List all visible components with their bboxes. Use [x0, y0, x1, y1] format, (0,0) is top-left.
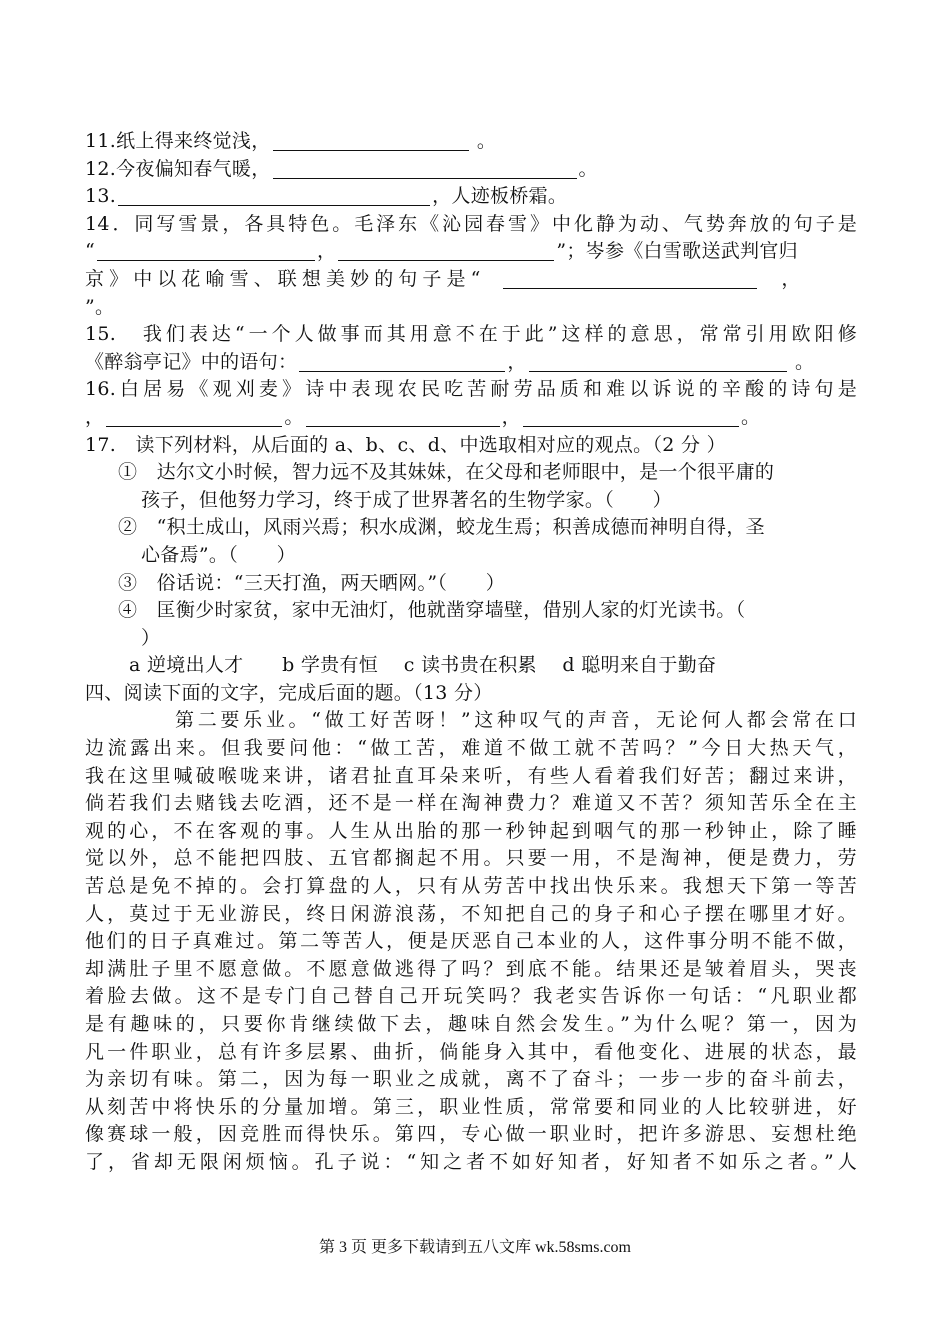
passage-line: 他们的日子真难过。第二等苦人，便是厌恶自己本业的人，这件事分明不能不做，: [85, 930, 857, 953]
question-14-line-2: [85, 238, 857, 266]
q17-item-1-line-2: 孩子，但他努力学习，终于成了世界著名的生物学家。（ ）: [141, 488, 672, 511]
passage-line: 觉以外，总不能把四肢、五官都搁起不用。只要一用，不是淘神，便是费力，劳: [85, 847, 857, 870]
question-15-line-1: 15. 我们表达“一个人做事而其用意不在于此”这样的意思，常常引用欧阳修: [85, 323, 857, 346]
q15-end: 。: [788, 350, 815, 373]
q14-blank-1[interactable]: [97, 240, 315, 261]
passage-line: 为亲切有味。第二，因为每一职业之成就，离不了奋斗；一步一步的奋斗前去，: [85, 1068, 857, 1091]
question-15-line-2: [85, 349, 857, 377]
passage-line: 从刻苦中将快乐的分量加增。第三，职业性质，常常要和同业的人比较骈进，好: [85, 1095, 857, 1118]
q11-suffix: 。: [470, 130, 497, 152]
q15-comma: ，: [507, 350, 527, 373]
q17-item-4-line-2: ）: [141, 626, 161, 649]
q15-line2-text: 《醉翁亭记》中的语句：: [85, 350, 298, 373]
passage-line: 却满肚子里不愿意做。不愿意做逃得了吗？到底不能。结果还是皱着眉头，哭丧: [85, 957, 857, 980]
question-17-stem: 17. 读下列材料，从后面的 a、b、c、d、中选取相对应的观点。（2 分 ）: [85, 433, 726, 456]
q14-line2-end: ”；岑参《白雪歌送武判官归: [556, 240, 798, 263]
q16-comma-1: ，: [85, 405, 105, 428]
q17-item-3: ③ 俗话说：“三天打渔，两天晒网。”（ ）: [118, 571, 506, 594]
q17-options: a 逆境出人才 b 学贵有恒 c 读书贵在积累 d 聪明来自于勤奋: [129, 654, 717, 677]
q17-item-4-line-1: ④ 匡衡少时家贫，家中无油灯，他就凿穿墙壁，借别人家的灯光读书。（: [118, 599, 746, 622]
q17-item-2-line-2: 心备焉”。（ ）: [141, 543, 296, 566]
q14-line3-text: 京》中以花喻雪、联想美妙的句子是“: [85, 267, 486, 290]
question-13: [85, 183, 857, 211]
question-14-line-3: [85, 266, 857, 294]
q14-blank-3[interactable]: [503, 268, 757, 289]
q16-blank-3[interactable]: [523, 406, 739, 427]
q14-open-quote: “: [85, 240, 96, 263]
q15-blank-2[interactable]: [529, 351, 787, 372]
q11-answer-blank[interactable]: [273, 130, 469, 151]
document-body: [85, 128, 857, 1177]
q12-suffix: 。: [578, 157, 598, 180]
q15-blank-1[interactable]: [299, 351, 505, 372]
question-16-line-2: [85, 404, 857, 432]
passage-line: 像赛球一般，因竞胜而得快乐。第四，专心做一职业时，把许多游思、妄想杜绝: [85, 1123, 857, 1146]
q16-comma-2: ，: [501, 405, 521, 428]
passage-line: 边流露出来。但我要问他：“做工苦，难道不做工就不苦吗？”今日大热天气，: [85, 737, 857, 760]
q17-item-2-line-1: ② “积土成山，风雨兴焉；积水成渊，蛟龙生焉；积善成德而神明自得，圣: [118, 516, 765, 539]
question-11: [85, 128, 857, 156]
q13-suffix: ，人迹板桥霜。: [432, 185, 568, 208]
passage-line: 着脸去做。这不是专门自己替自己开玩笑吗？我老实告诉你一句话：“凡职业都: [85, 985, 857, 1008]
question-16-line-1: 16.白居易《观刈麦》诗中表现农民吃苦耐劳品质和难以诉说的辛酸的诗句是: [85, 378, 857, 401]
page-footer: 第 3 页 更多下载请到五八文库 wk.58sms.com: [318, 1239, 631, 1256]
question-14-line-4: ”。: [85, 295, 115, 318]
passage-line: 了，省却无限闲烦恼。孔子说：“知之者不如好知者，好知者不如乐之者。”人: [85, 1150, 857, 1173]
q16-blank-2[interactable]: [306, 406, 500, 427]
passage-line: 人，莫过于无业游民，终日闲游浪荡，不知把自己的身子和心子摆在哪里才好。: [85, 902, 857, 925]
question-14-line-1: 14．同写雪景，各具特色。毛泽东《沁园春雪》中化静为动、气势奔放的句子是: [85, 212, 857, 235]
section-4-heading: 四、阅读下面的文字，完成后面的题。（13 分）: [85, 681, 493, 704]
passage-line: 是有趣味的，只要你肯继续做下去，趣味自然会发生。”为什么呢？第一，因为: [85, 1013, 857, 1035]
q14-blank-2[interactable]: [338, 240, 554, 261]
q12-answer-blank[interactable]: [273, 158, 577, 179]
passage-line: 第二要乐业。“做工好苦呀！”这种叹气的声音，无论何人都会常在口: [175, 709, 857, 732]
q14-comma: ，: [317, 240, 337, 263]
q16-blank-1[interactable]: [106, 406, 282, 427]
passage-line: 我在这里喊破喉咙来讲，诸君扯直耳朵来听，有些人看着我们好苦；翻过来讲，: [85, 764, 857, 787]
passage-line: 倘若我们去赌钱去吃酒，还不是一样在淘神费力？难道又不苦？须知苦乐全在主: [85, 792, 857, 815]
q16-end: 。: [740, 405, 761, 428]
q17-item-1-line-1: ① 达尔文小时候，智力远不及其妹妹，在父母和老师眼中，是一个很平庸的: [118, 461, 775, 484]
q13-text: 13.: [85, 185, 117, 208]
passage-line: 凡一件职业，总有许多层累、曲折，倘能身入其中，看他变化、进展的状态，最: [85, 1040, 857, 1063]
q12-text: 12.今夜偏知春气暖，: [85, 157, 271, 180]
q16-period: 。: [284, 405, 304, 428]
q14-line3-comma: ，: [781, 267, 801, 290]
q11-text: 11.纸上得来终觉浅，: [85, 130, 271, 152]
passage-line: 观的心，不在客观的事。人生从出胎的那一秒钟起到咽气的那一秒钟止，除了睡: [85, 819, 857, 842]
q13-answer-blank[interactable]: [118, 185, 430, 206]
question-12: [85, 156, 857, 184]
passage-line: 苦总是免不掉的。会打算盘的人，只有从劳苦中找出快乐来。我想天下第一等苦: [85, 875, 857, 898]
